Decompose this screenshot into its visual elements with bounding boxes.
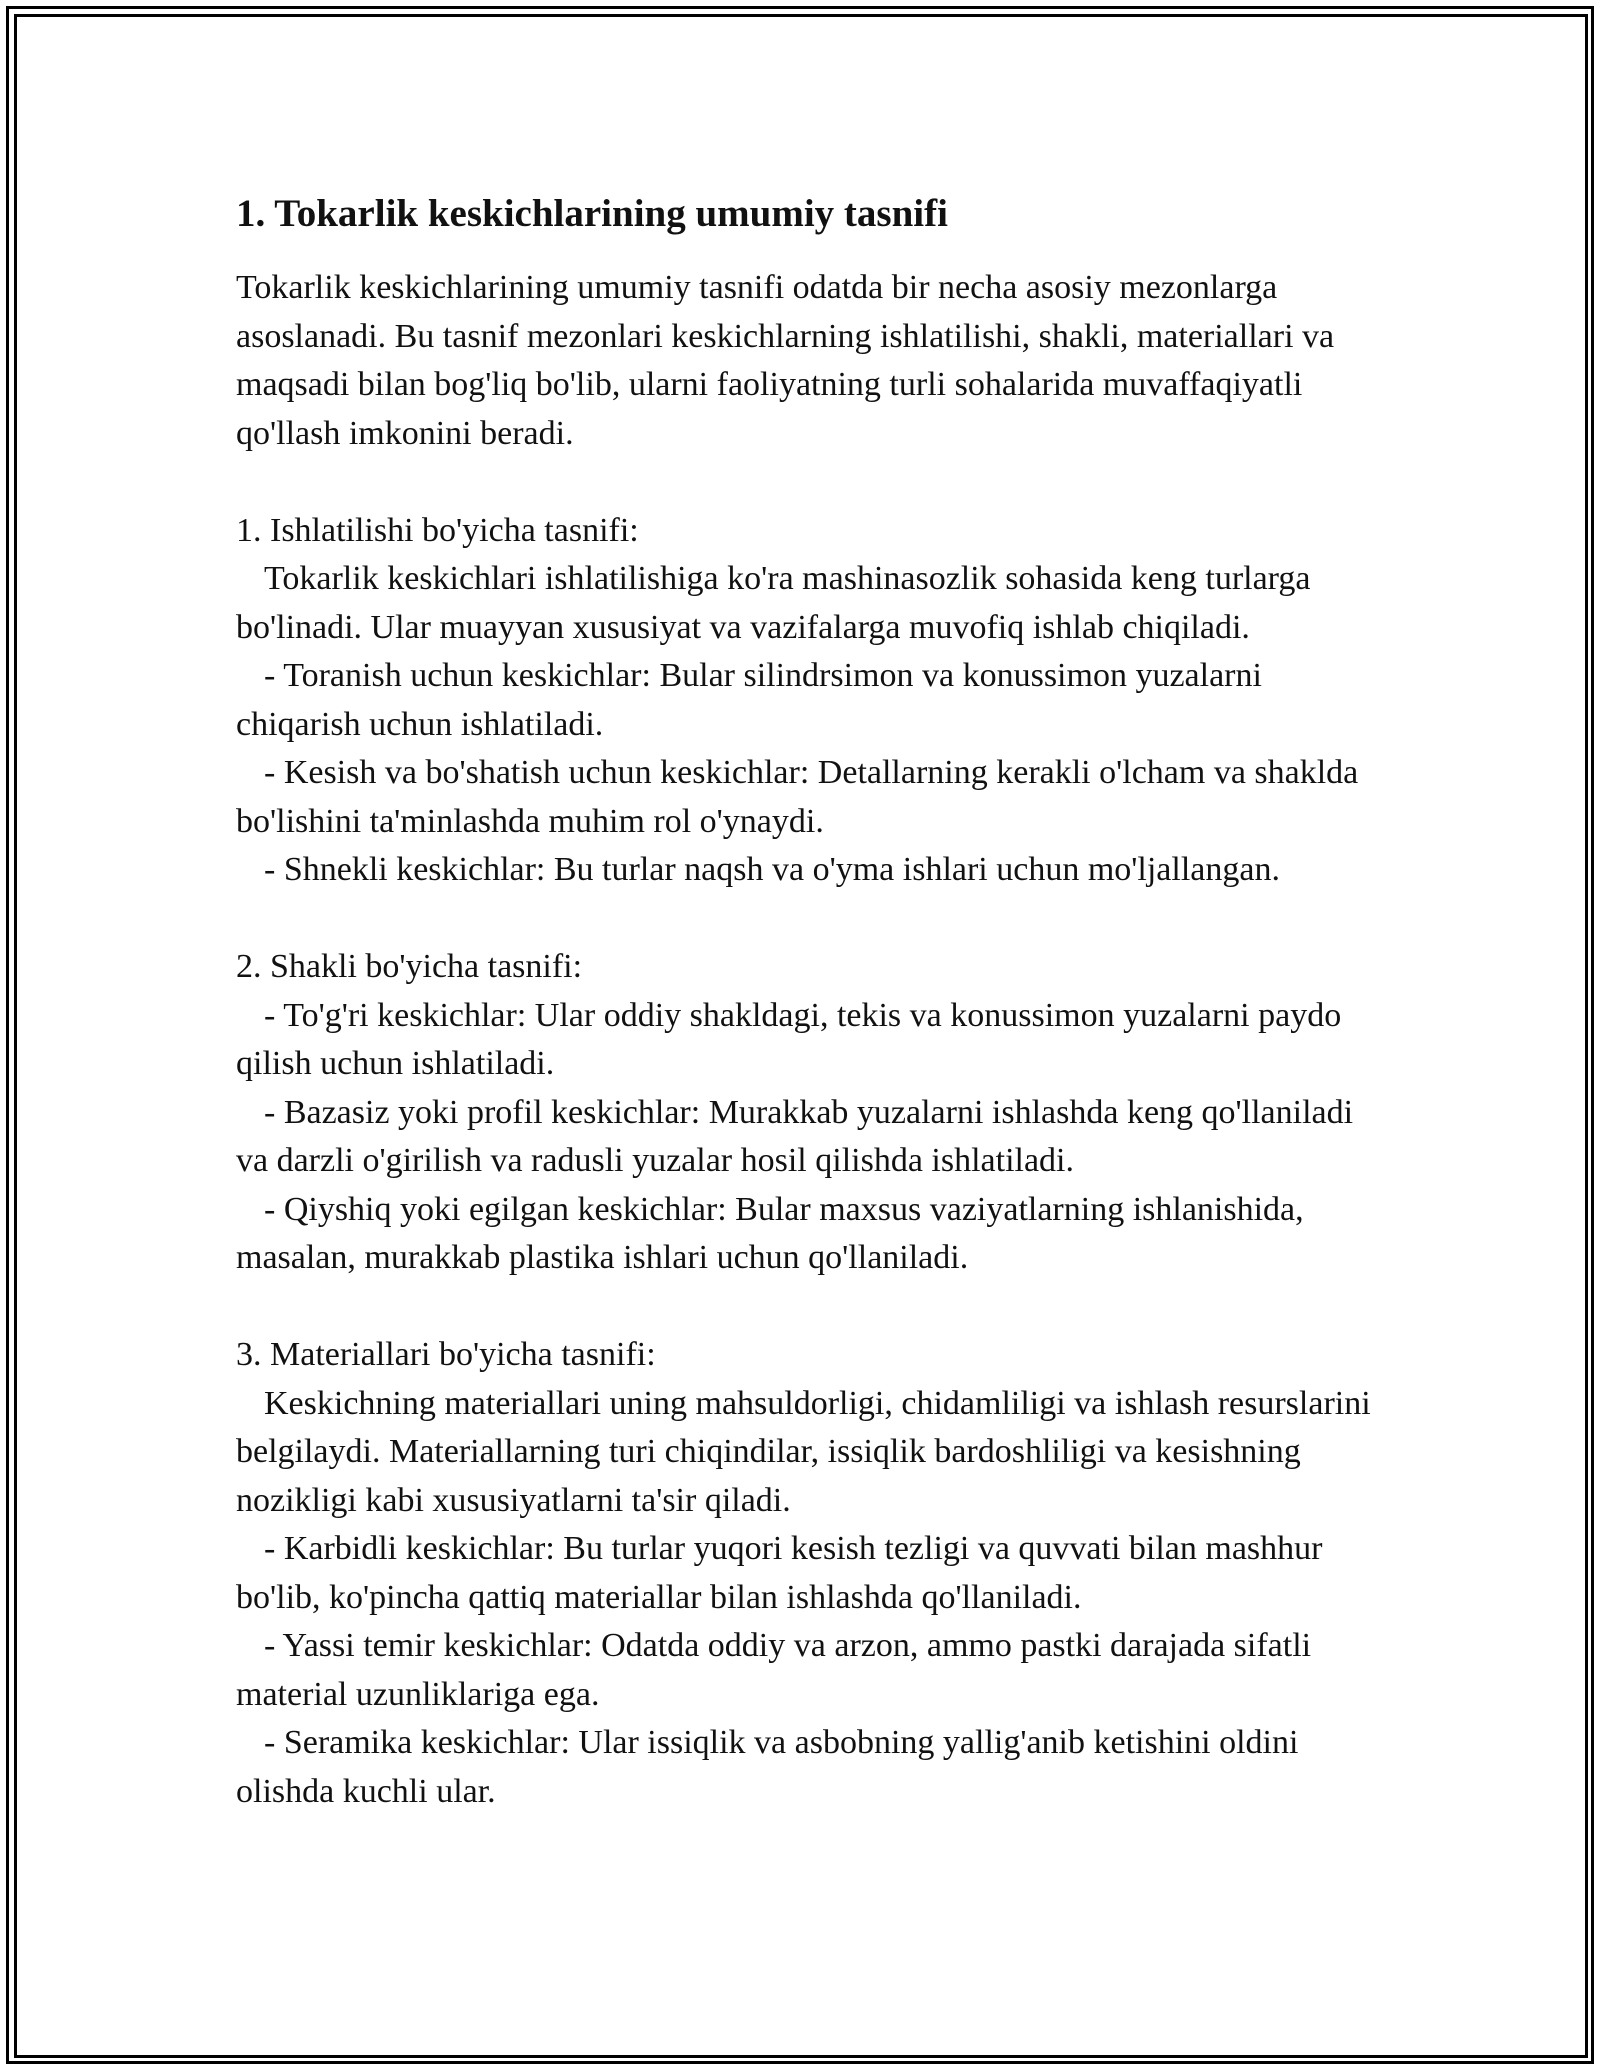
list-item: - Bazasiz yoki profil keskichlar: Murakkab yuzalarni ishlashda keng qo'llaniladi va darzli o'girilish va radusli yuzalar hosil qilishda ishlatiladi.: [236, 1093, 1354, 1179]
section-heading: 1. Ishlatilishi bo'yicha tasnifi:: [236, 511, 639, 549]
list-item: - Seramika keskichlar: Ular issiqlik va asbobning yallig'anib ketishini oldini olishda kuchli ular.: [236, 1724, 1299, 1810]
section-heading: 2. Shakli bo'yicha tasnifi:: [236, 948, 583, 985]
section-description: Tokarlik keskichlari ishlatilishiga ko'ra mashinasozlik sohasida keng turlarga bo'linadi. Ular muayyan xususiyat va vazifalarga muvofiq ishlab chiqiladi.: [236, 560, 1311, 646]
intro-paragraph: Tokarlik keskichlarining umumiy tasnifi odatda bir necha asosiy mezonlarga asoslanadi. Bu tasnif mezonlari keskichlarning ishlatilishi, shakli, materiallari va maqsadi bilan bog'liq bo'lib, ularni faoliyatning turli sohalarida muvaffaqiyatli qo'llash imkonini beradi.: [236, 269, 1335, 452]
document-title: 1. Tokarlik keskichlarining umumiy tasnifi: [236, 192, 948, 235]
list-item: - Yassi temir keskichlar: Odatda oddiy va arzon, ammo pastki darajada sifatli material uzunliklariga ega.: [236, 1627, 1312, 1713]
list-item: - Karbidli keskichlar: Bu turlar yuqori kesish tezligi va quvvati bilan mashhur bo'lib, ko'pincha qattiq materiallar bilan ishlashda qo'llaniladi.: [236, 1530, 1323, 1616]
list-item: - Shnekli keskichlar: Bu turlar naqsh va o'yma ishlari uchun mo'ljallangan.: [264, 851, 1280, 888]
document-body: [236, 184, 1376, 1816]
list-item: - Qiyshiq yoki egilgan keskichlar: Bular maxsus vaziyatlarning ishlanishida, masalan, murakkab plastika ishlari uchun qo'llaniladi.: [236, 1190, 1304, 1276]
section-materials: [236, 1331, 1376, 1816]
section-description: Keskichning materiallari uning mahsuldorligi, chidamliligi va ishlash resurslarini belgilaydi. Materiallarning turi chiqindilar, issiqlik bardoshliligi va kesishning nozikligi kabi xususiyatlarni ta'sir qiladi.: [236, 1384, 1371, 1519]
section-shape: [236, 943, 1376, 1283]
section-usage: [236, 507, 1376, 895]
section-heading: 3. Materiallari bo'yicha tasnifi:: [236, 1336, 656, 1373]
list-item: - Toranish uchun keskichlar: Bular silindrsimon va konussimon yuzalarni chiqarish uchun ishlatiladi.: [236, 657, 1262, 743]
list-item: - Kesish va bo'shatish uchun keskichlar: Detallarning kerakli o'lcham va shaklda bo'lishini ta'minlashda muhim rol o'ynaydi.: [236, 754, 1359, 840]
list-item: - To'g'ri keskichlar: Ular oddiy shakldagi, tekis va konussimon yuzalarni paydo qilish uchun ishlatiladi.: [236, 996, 1342, 1082]
